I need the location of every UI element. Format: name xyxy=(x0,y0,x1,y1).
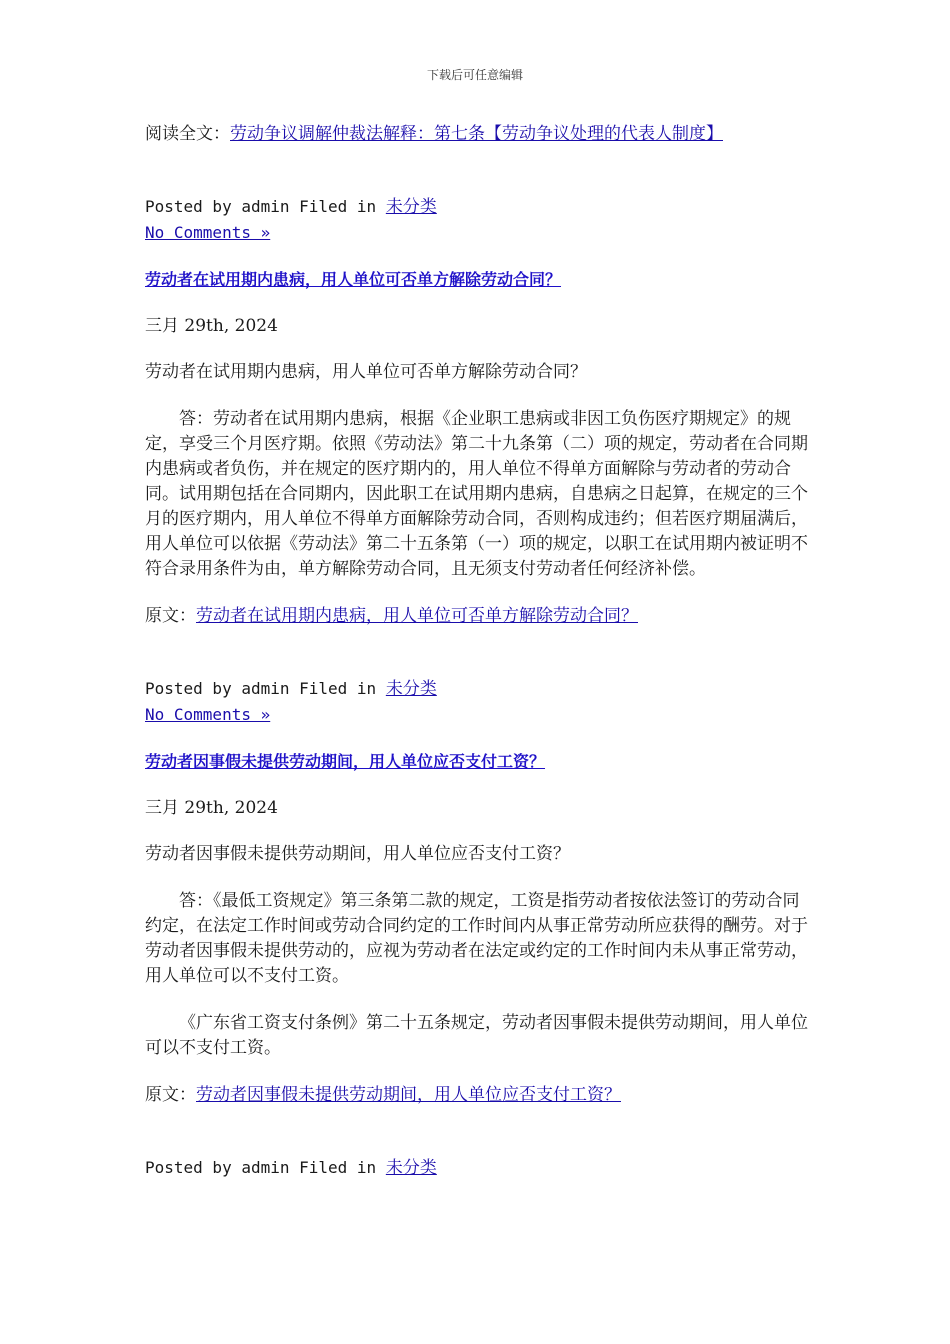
post-answer-2b: 《广东省工资支付条例》第二十五条规定，劳动者因事假未提供劳动期间，用人单位可以不支付工资。 xyxy=(145,1013,808,1058)
category-link[interactable]: 未分类 xyxy=(385,679,437,699)
posted-by-text: Posted by admin Filed in xyxy=(145,197,386,216)
post-title-2 xyxy=(145,749,810,775)
posted-by-text: Posted by admin Filed in xyxy=(145,679,386,698)
post-meta-1 xyxy=(145,194,810,246)
intro-prefix: 阅读全文： xyxy=(145,124,230,144)
post-date-2: 三月 29th, 2024 xyxy=(145,798,278,818)
post-title-1 xyxy=(145,267,810,293)
post-source-1 xyxy=(145,604,810,629)
post-title-link-2[interactable]: 劳动者因事假未提供劳动期间，用人单位应否支付工资？ xyxy=(145,752,546,771)
post-source-2 xyxy=(145,1083,810,1108)
intro-line xyxy=(145,122,810,147)
source-link-2[interactable]: 劳动者因事假未提供劳动期间，用人单位应否支付工资？ xyxy=(196,1085,621,1105)
source-prefix: 原文： xyxy=(145,1085,196,1105)
post-answer-1: 答：劳动者在试用期内患病，根据《企业职工患病或非因工负伤医疗期规定》的规定，享受三个月医疗期。依照《劳动法》第二十九条第（二）项的规定，劳动者在合同期内患病或者负伤，并在规定的医疗期内的，用人单位不得单方面解除与劳动者的劳动合同。试用期包括在合同期内，因此职工在试用期内患病，自患病之日起算，在规定的三个月的医疗期内，用人单位不得单方面解除劳动合同，否则构成违约；但若医疗期届满后，用人单位可以依据《劳动法》第二十五条第（一）项的规定，以职工在试用期内被证明不符合录用条件为由，单方解除劳动合同，且无须支付劳动者任何经济补偿。 xyxy=(145,409,808,579)
post-question-1: 劳动者在试用期内患病，用人单位可否单方解除劳动合同？ xyxy=(145,362,587,382)
comments-link[interactable]: No Comments » xyxy=(145,223,271,242)
post-meta-3 xyxy=(145,1155,810,1181)
comments-link[interactable]: No Comments » xyxy=(145,705,271,724)
page-header: 下载后可任意编辑 xyxy=(426,68,523,82)
post-date-1: 三月 29th, 2024 xyxy=(145,316,278,336)
source-link-1[interactable]: 劳动者在试用期内患病，用人单位可否单方解除劳动合同？ xyxy=(196,606,638,626)
category-link[interactable]: 未分类 xyxy=(385,1158,437,1178)
post-list xyxy=(145,122,810,1181)
category-link[interactable]: 未分类 xyxy=(385,197,437,217)
post-title-link-1[interactable]: 劳动者在试用期内患病，用人单位可否单方解除劳动合同？ xyxy=(145,270,562,289)
posted-by-text: Posted by admin Filed in xyxy=(145,1158,386,1177)
post-meta-2 xyxy=(145,676,810,728)
intro-read-more-link[interactable]: 劳动争议调解仲裁法解释：第七条【劳动争议处理的代表人制度】 xyxy=(230,124,723,144)
post-answer-2a: 答：《最低工资规定》第三条第二款的规定，工资是指劳动者按依法签订的劳动合同约定，在法定工作时间或劳动合同约定的工作时间内从事正常劳动所应获得的酬劳。对于劳动者因事假未提供劳动的，应视为劳动者在法定或约定的工作时间内未从事正常劳动，用人单位可以不支付工资。 xyxy=(145,891,808,986)
source-prefix: 原文： xyxy=(145,606,196,626)
post-question-2: 劳动者因事假未提供劳动期间，用人单位应否支付工资？ xyxy=(145,844,570,864)
